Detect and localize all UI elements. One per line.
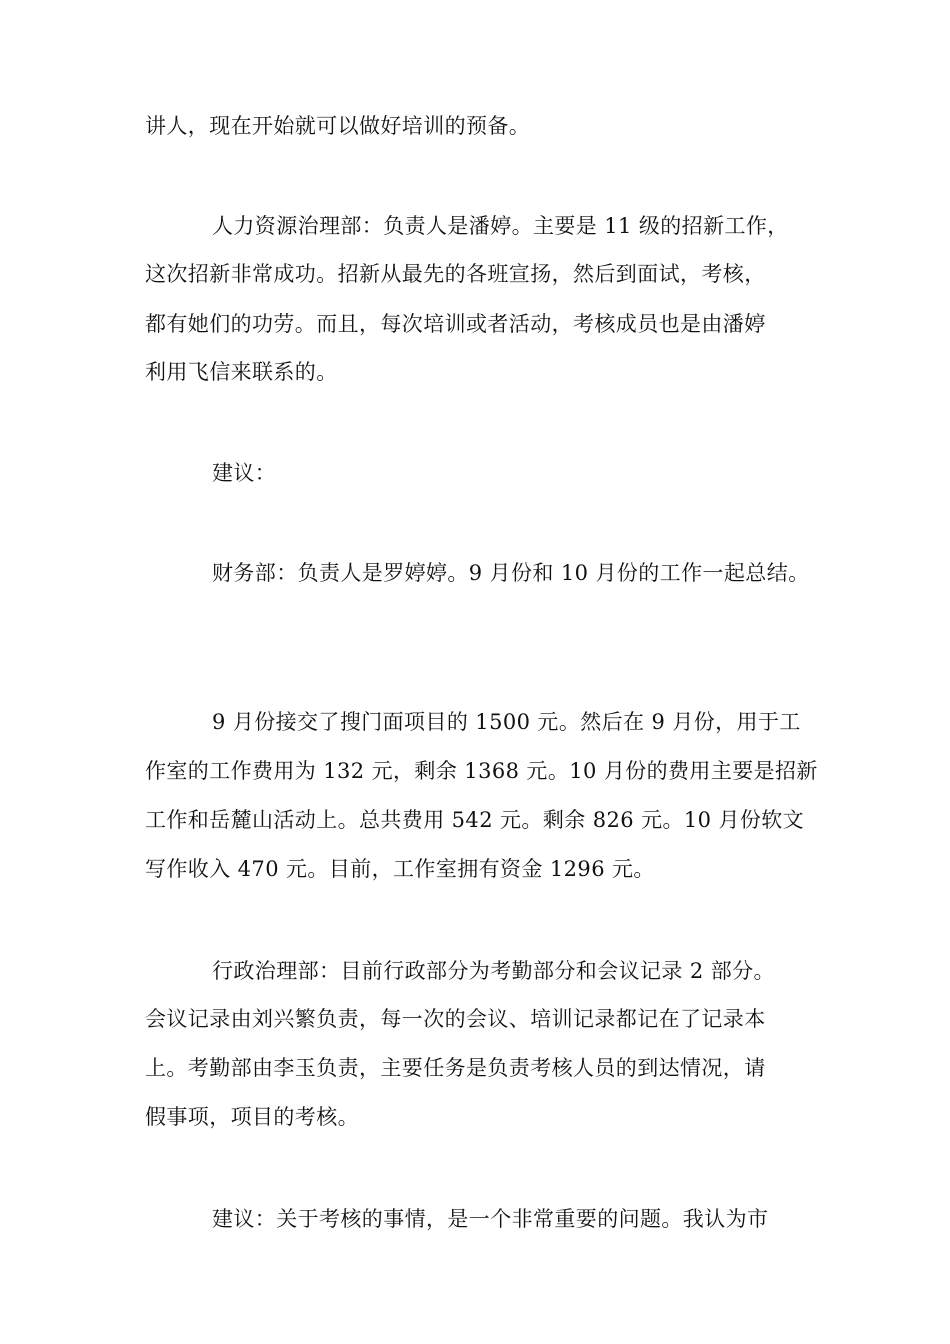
paragraph-line: 讲人，现在开始就可以做好培训的预备。 (145, 114, 531, 138)
paragraph-line: 作室的工作费用为 132 元，剩余 1368 元。10 月份的费用主要是招新 (145, 759, 818, 783)
paragraph-line: 利用飞信来联系的。 (145, 360, 338, 384)
paragraph-line: 工作和岳麓山活动上。总共费用 542 元。剩余 826 元。10 月份软文 (145, 808, 805, 832)
paragraph-line: 9 月份接交了搜门面项目的 1500 元。然后在 9 月份，用于工 (212, 710, 801, 734)
paragraph-line: 假事项，项目的考核。 (145, 1105, 359, 1129)
paragraph-line: 财务部：负责人是罗婷婷。9 月份和 10 月份的工作一起总结。 (212, 561, 810, 585)
paragraph-line: 行政治理部：目前行政部分为考勤部分和会议记录 2 部分。 (212, 959, 775, 983)
paragraph-line: 上。考勤部由李玉负责，主要任务是负责考核人员的到达情况，请 (145, 1056, 766, 1080)
paragraph-line: 建议：关于考核的事情，是一个非常重要的问题。我认为市 (212, 1207, 769, 1231)
paragraph-line: 都有她们的功劳。而且，每次培训或者活动，考核成员也是由潘婷 (145, 312, 766, 336)
paragraph-line: 这次招新非常成功。招新从最先的各班宣扬，然后到面试，考核， (145, 262, 766, 286)
paragraph-line: 人力资源治理部：负责人是潘婷。主要是 11 级的招新工作， (212, 214, 789, 238)
paragraph-line: 写作收入 470 元。目前，工作室拥有资金 1296 元。 (145, 857, 655, 881)
section-heading: 建议： (212, 461, 277, 485)
paragraph-line: 会议记录由刘兴繁负责，每一次的会议、培训记录都记在了记录本 (145, 1007, 766, 1031)
